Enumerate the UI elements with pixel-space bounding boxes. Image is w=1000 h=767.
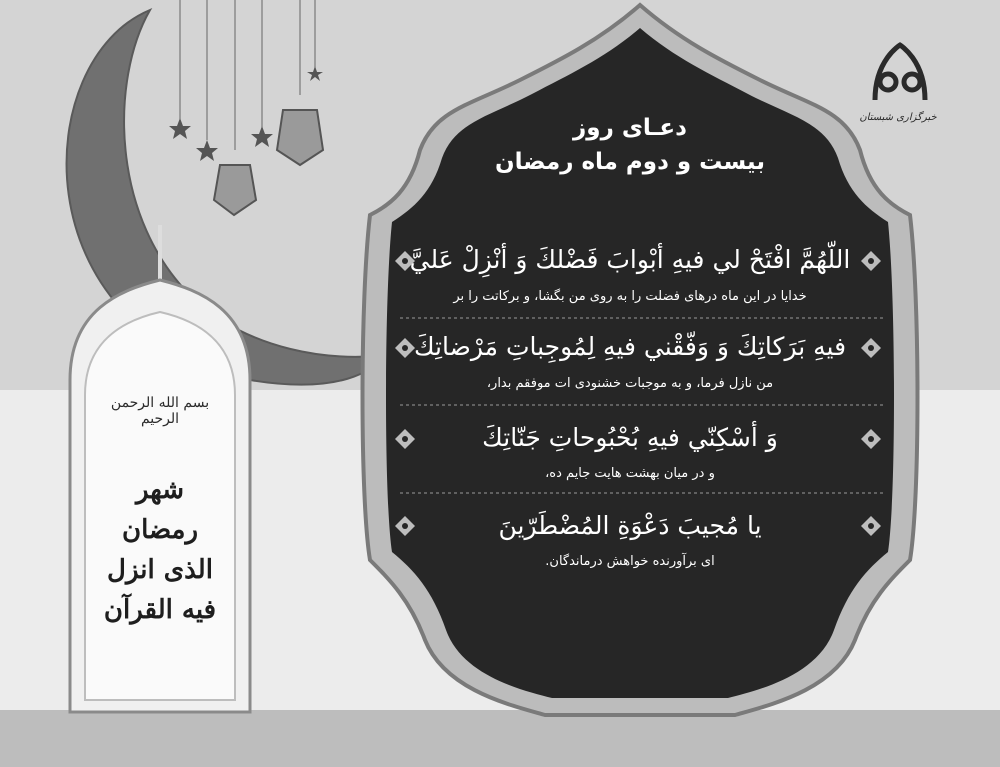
verse-persian-2: من نازل فرما، و به موجبات خشنودی ات موفقم بدار، bbox=[486, 376, 774, 391]
diamond-ornament-icon bbox=[860, 515, 882, 537]
shabestan-logo-icon bbox=[875, 45, 925, 100]
verse-persian-3: و در میان بهشت هایت جایم ده، bbox=[545, 466, 715, 481]
verse-persian-4: ای برآورنده خواهش درماندگان. bbox=[545, 554, 715, 569]
title-line-2: بیست و دوم ماه رمضان bbox=[495, 149, 765, 175]
verse-arabic-1: اللّهُمَّ افْتَحْ لي فيهِ أبْوابَ فَضْلكَ وَ أنْزِلْ عَليَّ bbox=[409, 245, 851, 274]
verse-persian-1: خدایا در این ماه درهای فضلت را به روی من بگشا، و برکاتت را بر bbox=[453, 289, 807, 304]
logo-label: خبرگزاری شبستان bbox=[859, 112, 937, 123]
bismillah-calligraphy: بسم الله الرحمن الرحیم bbox=[110, 395, 210, 427]
lantern-icon bbox=[214, 110, 323, 215]
verse-arabic-3: وَ أسْكِنّي فيهِ بُحْبُوحاتِ جَنّاتِكَ bbox=[482, 423, 778, 452]
verse-calligraphy: شهر رمضان الذی انزل فیه القرآن bbox=[103, 475, 217, 625]
verse-arabic-4: يا مُجيبَ دَعْوَةِ المُضْطَرّينَ bbox=[498, 511, 762, 540]
title-line-1: دعـای روز bbox=[573, 115, 687, 141]
diamond-ornament-icon bbox=[860, 337, 882, 359]
diamond-ornament-icon bbox=[860, 428, 882, 450]
verse-arabic-2: فيهِ بَرَكاتِكَ وَ وَفّقْني فيهِ لِمُوجِباتِ مَرْضاتِكَ bbox=[413, 332, 847, 361]
diamond-ornament-icon bbox=[860, 250, 882, 272]
